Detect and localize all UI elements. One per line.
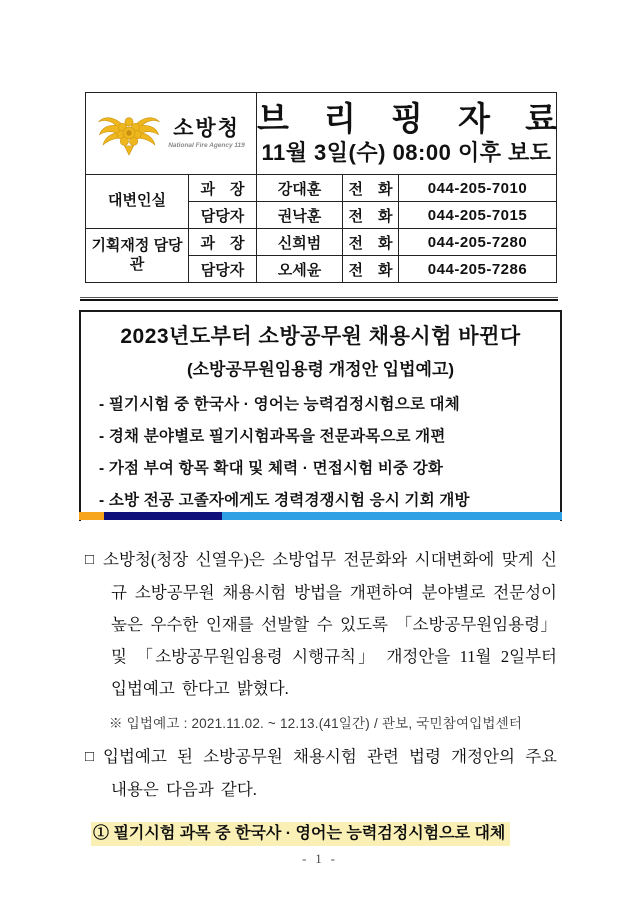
table-row [86, 175, 557, 202]
phone-label: 전 화 [343, 175, 399, 202]
body-paragraph [85, 741, 557, 806]
document-title-cell [257, 93, 571, 175]
phone-label: 전 화 [343, 202, 399, 229]
headline-bullet-list [93, 389, 548, 521]
page-number: - 1 - [302, 852, 338, 866]
list-item: - 가점 부여 항목 확대 및 체력 · 면접시험 비중 강화 [99, 459, 444, 477]
accent-segment-navy [104, 512, 222, 520]
contact-role: 담당자 [189, 202, 257, 229]
agency-subtitle: National Fire Agency 119 [168, 142, 245, 150]
fire-agency-emblem-icon [97, 108, 161, 160]
headline-subtitle: (소방공무원임용령 개정안 입법예고) [186, 360, 455, 380]
section-divider-rule [80, 297, 558, 301]
table-row [86, 229, 557, 256]
contact-group-name: 기획재정 담당관 [86, 229, 189, 283]
contact-person: 강대훈 [257, 175, 343, 202]
square-bullet-icon: □ [85, 552, 95, 568]
accent-color-bar [79, 512, 562, 520]
accent-segment-orange [79, 512, 104, 520]
headline-title: 2023년도부터 소방공무원 채용시험 바뀐다 [120, 325, 521, 348]
agency-logo-cell [86, 93, 257, 175]
legislation-notice-note: ※ 입법예고 : 2021.11.02. ~ 12.13.(41일간) / 관보, 국민참여입법센터 [109, 716, 523, 731]
contact-person: 권낙훈 [257, 202, 343, 229]
phone-number: 044-205-7015 [399, 202, 557, 229]
phone-label: 전 화 [343, 256, 399, 283]
header-contact-table [85, 92, 571, 283]
agency-name: 소방청 [173, 117, 240, 141]
paragraph-text: 소방청(청장 신열우)은 소방업무 전문화와 시대변화에 맞게 신규 소방공무원 채용시험 방법을 개편하여 분야별로 전문성이 높은 우수한 인재를 선발할 수 있도록 「소방공무원임용령」 및 「소방공무원임용령 시행규칙」 개정안을 11월 2일부터 입법예고 한다고 밝혔다. [103, 550, 557, 698]
contact-role: 과 장 [189, 229, 257, 256]
document-type-title: 브 리 핑 자 료 [257, 100, 571, 138]
highlighted-heading [91, 822, 557, 846]
square-bullet-icon: □ [85, 749, 95, 765]
embargo-release-note: 11월 3일(수) 08:00 이후 보도 [261, 140, 552, 166]
accent-segment-blue [222, 512, 562, 520]
list-item: - 소방 전공 고졸자에게도 경력경쟁시험 응시 기회 개방 [99, 491, 470, 509]
contact-person: 신희범 [257, 229, 343, 256]
highlight-text: ① 필기시험 과목 중 한국사 · 영어는 능력검정시험으로 대체 [91, 822, 510, 846]
phone-number: 044-205-7010 [399, 175, 557, 202]
body-text-area [85, 544, 557, 846]
phone-number: 044-205-7286 [399, 256, 557, 283]
contact-role: 과 장 [189, 175, 257, 202]
headline-box [79, 310, 562, 521]
phone-label: 전 화 [343, 229, 399, 256]
paragraph-text: 입법예고 된 소방공무원 채용시험 관련 법령 개정안의 주요 내용은 다음과 같다. [103, 747, 557, 799]
contact-group-name: 대변인실 [86, 175, 189, 229]
list-item: - 필기시험 중 한국사 · 영어는 능력검정시험으로 대체 [99, 395, 460, 413]
phone-number: 044-205-7280 [399, 229, 557, 256]
list-item: - 경채 분야별로 필기시험과목을 전문과목으로 개편 [99, 427, 446, 445]
body-paragraph [85, 544, 557, 705]
contact-person: 오세윤 [257, 256, 343, 283]
contact-role: 담당자 [189, 256, 257, 283]
